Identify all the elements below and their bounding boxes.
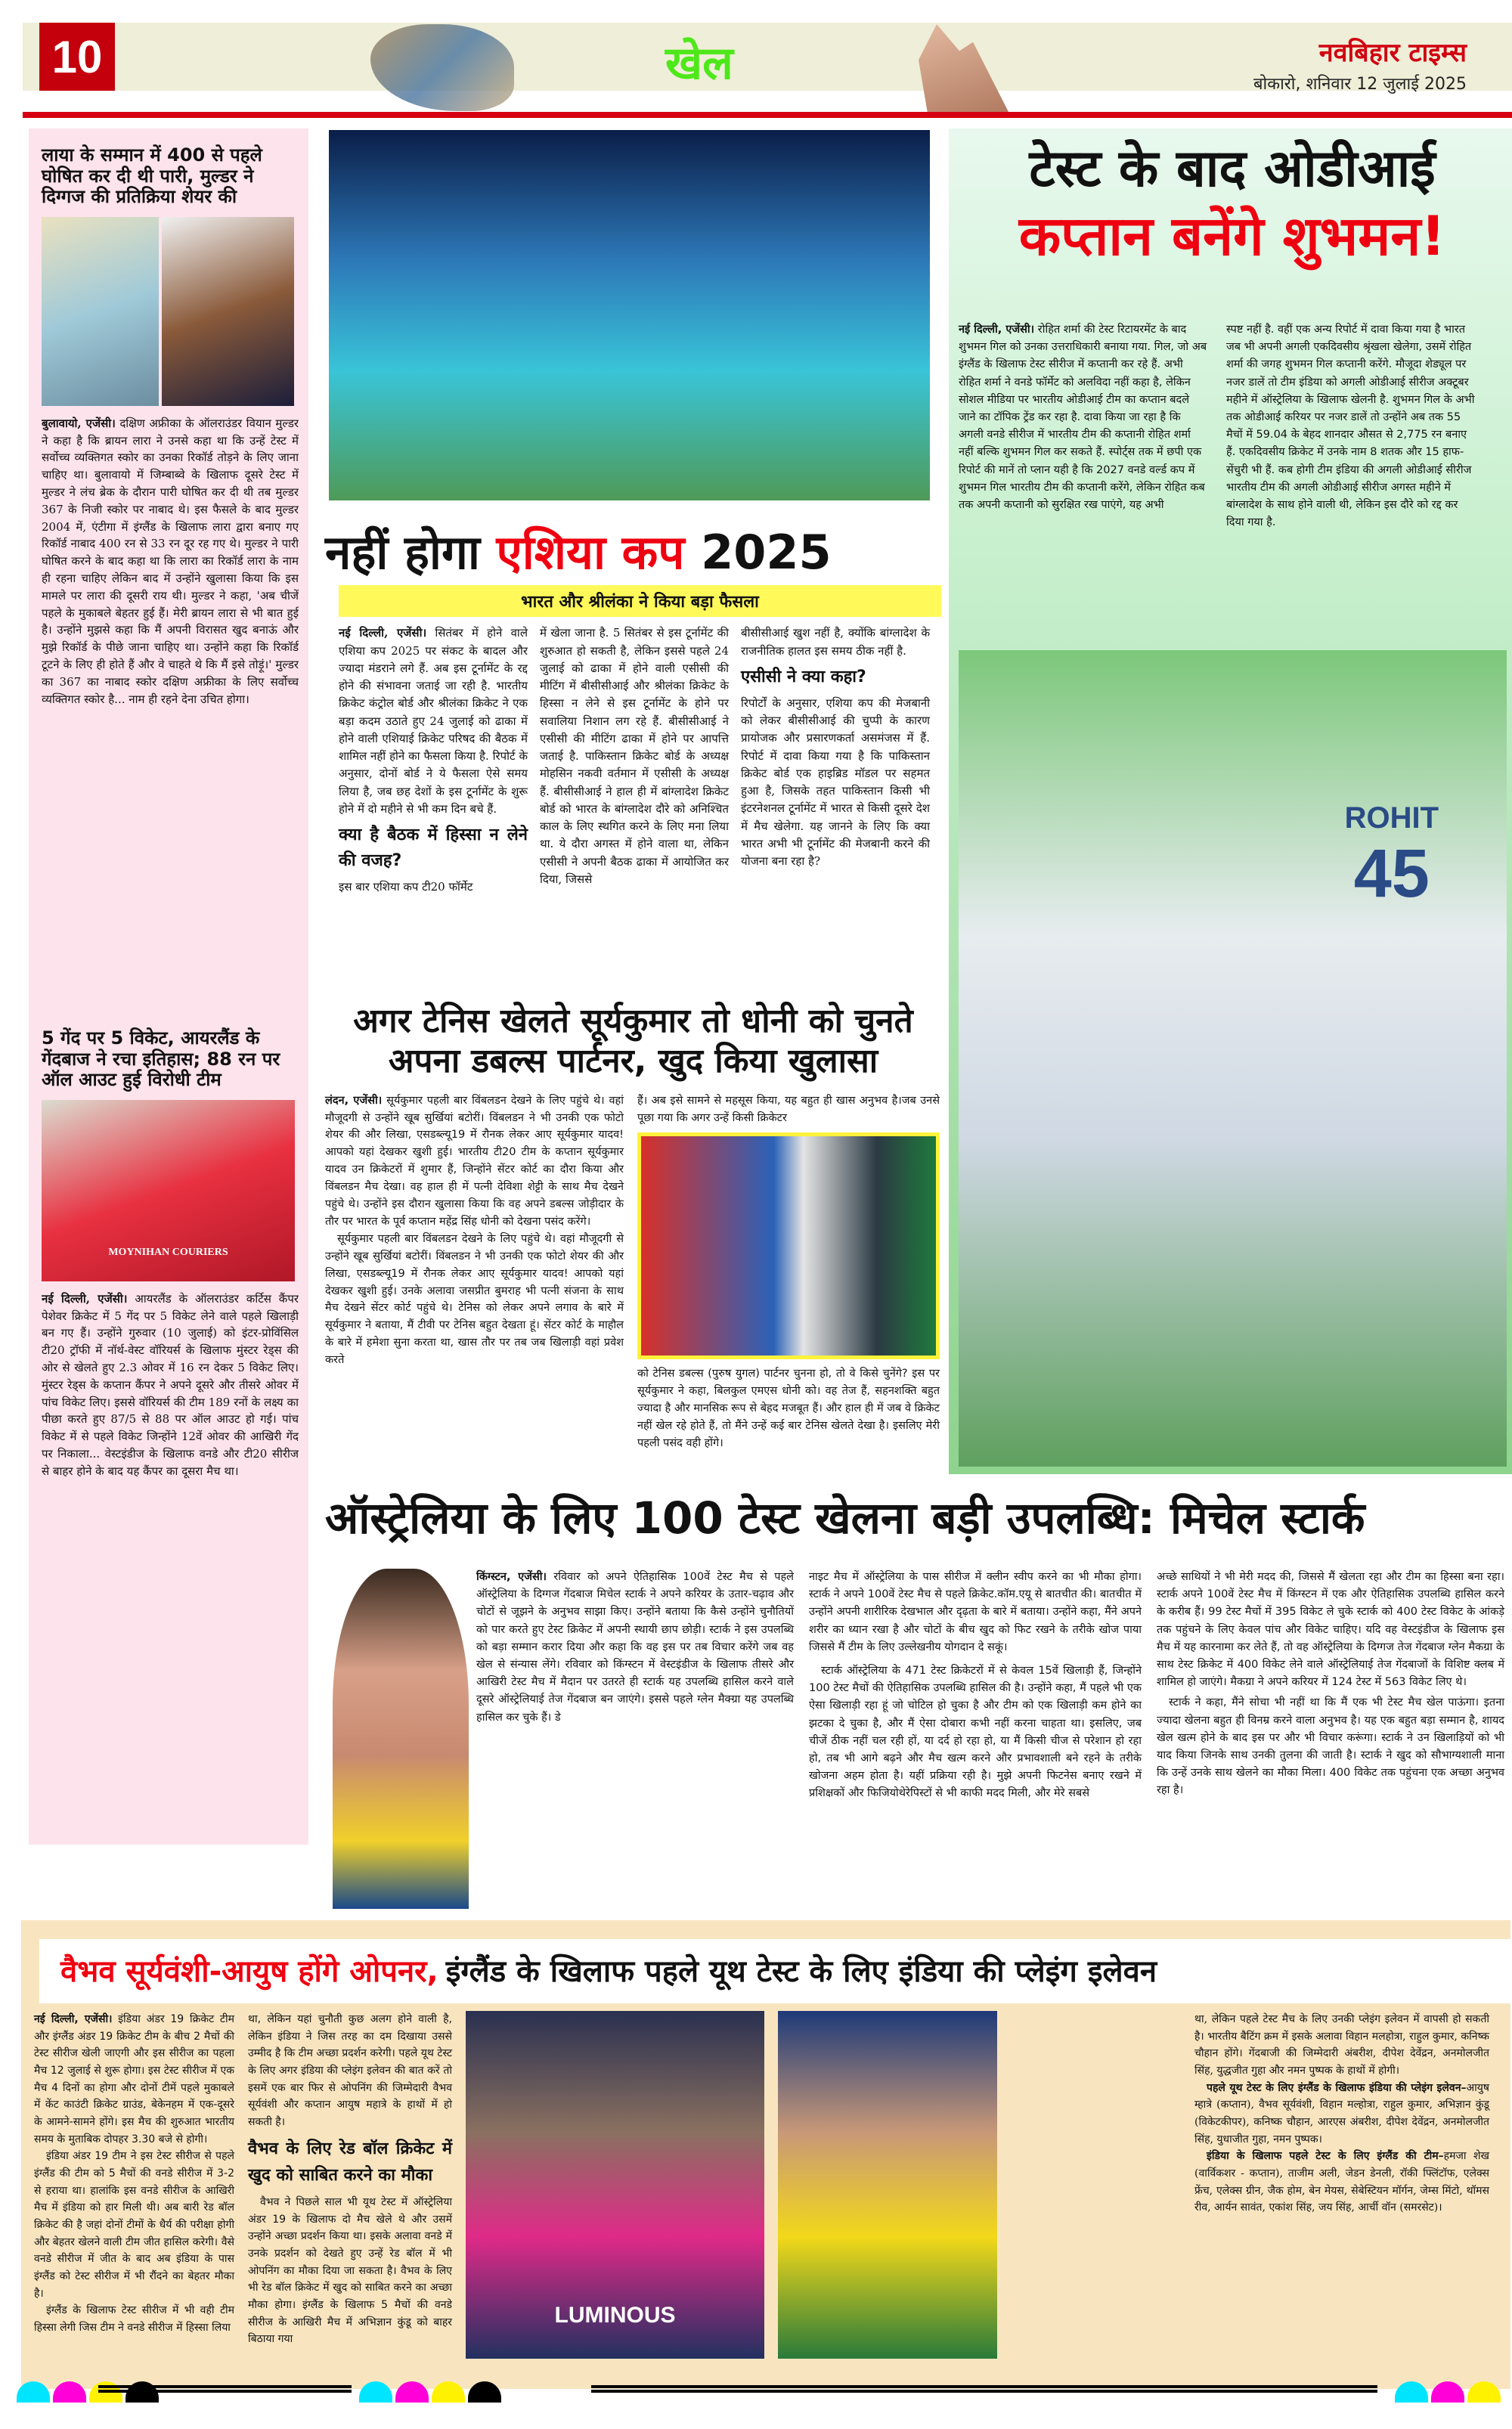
gill-dateline: नई दिल्ली, एजेंसी। <box>959 324 1035 336</box>
asia-cup-col-3 <box>741 624 930 896</box>
asia-cup-columns <box>325 624 941 896</box>
starc-col-2 <box>809 1569 1142 1802</box>
kemper-dateline: नई दिल्ली, एजेंसी। <box>42 1291 128 1306</box>
gill-rohit-photo <box>959 650 1507 1467</box>
india-xi-label: पहले यूथ टेस्ट के लिए इंग्लैंड के खिलाफ इंडिया की प्लेइंग इलेवन– <box>1207 2081 1467 2094</box>
youth-col1b-text: इंडिया अंडर 19 टीम ने इस टेस्ट सीरीज से पहले इंग्लैंड की टीम को 5 मैचों की वनडे सीरीज में 3-2 से हराया था। हालांकि इस वनडे सीरीज के आखिरी मैच में इंडिया को हार मिली थी। अब बारी रेड बॉल क्रिकेट की है जहां दोनों टीमों के धैर्य की परीक्षा होगी और बेहतर खेलने वाली टीम जीत हासिल करेगी। वैसे वनडे सीरीज में जीत के बाद अब इंडिया के पास इंग्लैंड को टेस्ट सीरीज में भी रौंदने का बेहतर मौका है। <box>34 2150 234 2300</box>
mulder-text: दक्षिण अफ्रीका के ऑलराउंडर वियान मुल्डर ने कहा है कि ब्रायन लारा ने उनसे कहा था कि उन्हें टेस्ट में सर्वोच्च व्यक्तिगत स्कोर का उनका रिकॉर्ड तोड़ने के लिए जाना चाहिए था। बुलावायो में जिम्बाब्वे के खिलाफ दूसरे टेस्ट में मुल्डर ने लंच ब्रेक के दौरान पारी घोषित कर दी थी तब मुल्डर 367 के निजी स्कोर पर नाबाद थे। इस फैसले के बाद मुल्डर 2004 में, एंटीगा में इंग्लैंड के खिलाफ लारा द्वारा बनाए गए रिकॉर्ड नाबाद 400 रन से 33 रन दूर रह गए थे। मुल्डर ने पारी घोषित करने के बाद कहा था कि लारा का रिकॉर्ड लारा के नाम ही रहना चाहिए लेकिन बाद में उन्होंने खुलासा किया कि इस मामले पर लारा की दूसरी राय थी। मुल्डर ने कहा, 'अब चीजें पहले के मुकाबले बेहतर हुई हैं। मेरी ब्रायन लारा से भी बात हुई है। उन्होंने मुझसे कहा कि मैं अपनी विरासत खुद बनाऊं और मुझे रिकॉर्ड के पीछे जाना चाहिए था। उन्होंने कहा कि रिकॉर्ड टूटने के लिए ही होते हैं और वे चाहते थे कि मैं इसे तोड़ूं।' मुल्डर का 367 का नाबाद स्कोर दक्षिण अफ्रीका के लिए सर्वोच्च व्यक्तिगत स्कोर है... नाम ही रहने देना उचित होगा। <box>42 416 299 706</box>
youth-dateline: नई दिल्ली, एजेंसी। <box>34 2013 113 2025</box>
youth-col-3 <box>1194 2011 1489 2217</box>
mulder-body <box>42 415 299 997</box>
surya-headline: अगर टेनिस खेलते सूर्यकुमार तो धोनी को चुनते अपना डबल्स पार्टनर, खुद किया खुलासा <box>353 1002 913 1080</box>
mulder-dateline: बुलावायो, एजेंसी। <box>42 416 116 430</box>
footer-rule-left <box>98 2385 352 2393</box>
youth-col1-text: इंडिया अंडर 19 क्रिकेट टीम और इंग्लैंड अंडर 19 क्रिकेट टीम के बीच 2 मैचों की टेस्ट सीरीज खेली जाएगी और इस सीरीज का पहला मैच 12 जुलाई से शुरू होगा। इस टेस्ट सीरीज में एक मैच 4 दिनों का होगा और दोनों टीमें पहले मुकाबले में केंट काउंटी क्रिकेट ग्राउंड, बेकेनहम में एक-दूसरे के आमने-सामने होंगे। इस मैच की शुरुआत भारतीय समय के मुताबिक दोपहर 3.30 बजे से होगी। <box>34 2013 234 2146</box>
starc-col2-text: नाइट मैच में ऑस्ट्रेलिया के पास सीरीज में क्लीन स्वीप करने का भी मौका होगा। स्टार्क ने अपने 100वें टेस्ट मैच से पहले क्रिकेट.कॉम.एयू से बातचीत की। बातचीत में उन्होंने अपनी शारीरिक देखभाल और दृढ़ता के बारे में बताया। उन्होंने कहा, मैंने अपने शरीर का ध्यान रखा है और चोटों के बीच खुद को फिट रखने के तरीके खोज पाया जिससे मैं टीम के लिए उल्लेखनीय योगदान दे सकूं। <box>809 1571 1142 1653</box>
starc-headline: ऑस्ट्रेलिया के लिए 100 टेस्ट खेलना बड़ी उपलब्धि: मिचेल स्टार्क <box>325 1492 1365 1544</box>
cyan-mark-icon <box>17 2381 50 2403</box>
surya-col1b-text: सूर्यकुमार पहली बार विंबलडन देखने के लिए पहुंचे थे। वहां मौजूदगी से उन्होंने खूब सुर्खियां बटोरीं। विंबलडन ने भी उनकी एक फोटो शेयर की और लिखा, एसडब्ल्यू19 में रौनक लेकर आए सूर्यकुमार यादव! आपको यहां देखकर खुशी हुई। उनके अलावा जसप्रीत बुमराह भी पत्नी संजना के साथ मैच देखने सेंटर कोर्ट पहुंचे थे। टेनिस को लेकर अपने लगाव के बारे में सूर्यकुमार ने बताया, मैं टीवी पर टेनिस बहुत देखता हूं। सेंटर कोर्ट के माहौल के बारे में हमेशा सुना करता था, खास तौर पर तब जब खिलाड़ी वहां प्रवेश करते <box>325 1232 624 1367</box>
kemper-body <box>42 1290 299 1820</box>
youth-col-1 <box>34 2011 234 2359</box>
youth-col-2 <box>248 2011 452 2359</box>
kemper-headline: 5 गेंद पर 5 विकेट, आयरलैंड के गेंदबाज ने रचा इतिहास; 88 रन पर ऑल आउट हुई विरोधी टीम <box>42 1027 280 1091</box>
newspaper-brand <box>1253 34 1467 94</box>
youth-col2-text: था, लेकिन यहां चुनौती कुछ अलग होने वाली है, लेकिन इंडिया ने जिस तरह का दम दिखाया उससे उम्मीद है कि टीम अच्छा प्रदर्शन करेगी। पहले यूथ टेस्ट के लिए अगर इंडिया की प्लेइंग इलेवन की बात करें तो इसमें एक बार फिर से ओपनिंग की जिम्मेदारी वैभव सूर्यवंशी और कप्तान आयुष महात्रे के हाथों में हो सकती है। <box>248 2013 452 2129</box>
youth-col3-text: था, लेकिन पहले टेस्ट मैच के लिए उनकी प्लेइंग इलेवन में वापसी हो सकती है। भारतीय बैटिंग क्रम में इसके अलावा विहान मलहोत्रा, राहुल कुमार, कनिष्क चौहान होंगे। गेंदबाजी की जिम्मेदारी अंबरीश, दीपेश देवेंद्रन, अनमोलजीत सिंह, युद्धजीत गुहा और नमन पुष्पक के हाथों में होगी। <box>1194 2013 1489 2077</box>
masthead-divider <box>23 112 1512 118</box>
india-xi-list: आयुष म्हात्रे (कप्तान), वैभव सूर्यवंशी, विहान मल्होत्रा, राहुल कुमार, अभिज्ञान कुंडू (विकेटकीपर), कनिष्क चौहान, आरएस अंबरीश, दीपेश देवेंद्रन, अनमोलजीत सिंह, युधाजीत गुहा, नमन पुष्पक। <box>1194 2081 1489 2146</box>
kemper-photo <box>42 1100 295 1281</box>
surya-dhoni-photo <box>637 1132 940 1359</box>
asia-cup-dateline: नई दिल्ली, एजेंसी। <box>339 626 427 640</box>
jersey-sponsor-text: LUMINOUS <box>554 2303 676 2328</box>
asia-cup-col1-text: सितंबर में होने वाले एशिया कप 2025 पर संकट के बादल और ज्यादा मंडराने लगे हैं. अब इस टूर्नामेंट के रद्द होने की संभावना जताई जा रही है. भारतीय क्रिकेट कंट्रोल बोर्ड और श्रीलंका क्रिकेट ने एक बड़ा कदम उठाते हुए 24 जुलाई को ढाका में होने वाली एशियाई क्रिकेट परिषद की बैठक में शामिल नहीं होने का फैसला किया है. रिपोर्ट के अनुसार, दोनों बोर्ड ने ये फैसला ऐसे समय लिया है, जब छह देशों के इस टूर्नामेंट के शुरू होने में दो महीने से भी कम दिन बचे हैं. <box>339 626 528 816</box>
starc-col3b-text: स्टार्क ने कहा, मैंने सोचा भी नहीं था कि मैं एक भी टेस्ट मैच खेल पाऊंगा। इतना ज्यादा खेलना बहुत ही विनम्र करने वाला अनुभव है। यह एक बहुत बड़ा सम्मान है, शायद खेल खत्म होने के बाद इस पर और भी विचार करूंगा। स्टार्क ने उन खिलाड़ियों को भी याद किया जिनके साथ उनकी तुलना की जाती है। स्टार्क ने खुद को सौभाग्यशाली माना कि उन्हें उनके साथ खेलने का मौका मिला। 400 विकेट तक पहुंचना एक अच्छा अनुभव रहा है। <box>1157 1696 1504 1797</box>
youth-headline <box>39 1939 1512 2003</box>
kemper-story <box>42 1028 299 1820</box>
lara-photo <box>162 217 294 406</box>
page-number: 10 <box>39 23 115 91</box>
asia-cup-headline <box>325 525 941 579</box>
vaibhav-photo <box>466 2011 764 2359</box>
india-team-photo <box>329 130 930 500</box>
asia-cup-subhead-2: एसीसी ने क्या कहा? <box>741 667 866 686</box>
surya-col-2 <box>637 1092 940 1452</box>
starc-story <box>325 1493 1508 1544</box>
footer-rule-right <box>591 2385 1377 2393</box>
cyan-mark-icon <box>1395 2381 1428 2403</box>
gill-col-2: स्पष्ट नहीं है. वहीं एक अन्य रिपोर्ट में दावा किया गया है भारत जब भी अपनी अगली एकदिवसीय श्रृंखला खेलेगा, उसमें रोहित शर्मा की जगह शुभमन गिल कप्तानी करेंगे. मौजूदा शेड्यूल पर नजर डालें तो टीम इंडिया को अगली ओडीआई सीरीज अक्टूबर महीने में ऑस्ट्रेलिया के खिलाफ खेलनी है. शुभमन गिल के अभी तक ओडीआई करियर पर नजर डालें तो उन्होंने अब तक 55 मैचों में 59.04 के बेहद शानदार औसत से 2,775 रन बनाए हैं. एकदिवसीय क्रिकेट में उनके नाम 8 शतक और 15 हाफ-सेंचुरी भी हैं. कब होगी टीम इंडिया की अगली ओडीआई सीरीज भारतीय टीम की अगली ओडीआई सीरीज अगस्त महीने में बांग्लादेश के साथ होने वाली थी, लेकिन इस दौरे को रद्द कर दिया गया है. <box>1226 324 1475 529</box>
surya-col-1 <box>325 1092 624 1452</box>
gill-columns <box>959 321 1503 531</box>
surya-story <box>325 1002 941 1452</box>
magenta-mark-icon <box>1431 2381 1464 2403</box>
mulder-photo <box>42 217 159 406</box>
yellow-mark-icon <box>432 2381 465 2403</box>
gill-headline-line-2: कप्तान बनेंगे शुभमन! <box>1018 204 1446 268</box>
starc-photo <box>333 1569 469 1909</box>
youth-col2b-text: वैभव ने पिछले साल भी यूथ टेस्ट में ऑस्ट्रेलिया अंडर 19 के खिलाफ दो मैच खेले थे और उसमें उन्होंने अच्छा प्रदर्शन किया था। इसके अलावा वनडे में उनके प्रदर्शन को देखते हुए उन्हें रेड बॉल में भी ओपनिंग का मौका दिया जा सकता है। वैभव के लिए भी रेड बॉल क्रिकेट में खुद को साबित करने का अच्छा मौका होगा। इंग्लैंड के खिलाफ 5 मैचों की वनडे सीरीज के आखिरी मैच में अभिज्ञान कुंडू को बाहर बिठाया गया <box>248 2195 452 2346</box>
kemper-text: आयरलैंड के ऑलराउंडर कर्टिस कैंपर पेशेवर क्रिकेट में 5 गेंद पर 5 विकेट लेने वाले पहले खिलाड़ी बन गए हैं। उन्होंने गुरुवार (10 जुलाई) को इंटर-प्रोविंसिल टी20 ट्रॉफी में नॉर्थ-वेस्ट वॉरियर्स के खिलाफ मुंस्टर रेड्स की ओर से खेलते हुए 2.3 ओवर में 16 रन देकर 5 विकेट लिए। मुंस्टर रेड्स के कप्तान कैंपर ने अपने दूसरे और तीसरे ओवर में पांच विकेट लिए। इससे वॉरियर्स की टीम 189 रनों के लक्ष्य का पीछा करते हुए 87/5 से 88 पर ऑल आउट हो गई। पांच विकेट में से पहले विकेट जिन्होंने 12वें ओवर की आखिरी गेंद पर निकाला... वेस्टइंडीज के खिलाफ वनडे और टी20 सीरीज से बाहर होने के बाद यह कैंपर का दूसरा मैच था। <box>42 1291 299 1478</box>
state-map-collage-icon <box>370 24 514 111</box>
asia-cup-col3b-text: रिपोर्टों के अनुसार, एशिया कप की मेजबानी को लेकर बीसीसीआई की चुप्पी के कारण प्रायोजक और प्रसारणकर्ता असमंजस में हैं. रिपोर्ट में दावा किया गया है कि पाकिस्तान क्रिकेट बोर्ड एक हाइब्रिड मॉडल पर सहमत हुआ है, जिसके तहत पाकिस्तान किसी भी इंटरनेशनल टूर्नामेंट में भारत से किसी दूसरे देश में मैच खेलेगा. यह जानने के लिए कि क्या भारत अभी भी टूर्नामेंट की मेजबानी करने की योजना बना रहा है? <box>741 696 930 869</box>
asia-cup-subhead-1: क्या है बैठक में हिस्सा न लेने की वजह? <box>339 826 528 871</box>
starc-col1-text: रविवार को अपने ऐतिहासिक 100वें टेस्ट मैच से पहले ऑस्ट्रेलिया के दिग्गज गेंदबाज मिचेल स्टार्क ने अपने करियर के उतार-चढ़ाव और चोटों से जूझने के अनुभव साझा किए। उन्होंने बताया कि कैसे उन्होंने चुनौतियों को पार करते हुए टेस्ट क्रिकेट में अपनी स्थायी छाप छोड़ी। स्टार्क ने इस उपलब्धि को बड़ा सम्मान करार दिया और कहा कि वह इस पर तब विचार करेंगे जब वह खेल से संन्यास लेंगे। रविवार को किंग्स्टन में वेस्टइंडीज के खिलाफ तीसरे और आखिरी टेस्ट मैच में मैदान पर उतरते ही स्टार्क यह उपलब्धि हासिल करने वाले दूसरे ऑस्ट्रेलियाई तेज गेंदबाज बन जाएंगे। इससे पहले ग्लेन मैक्ग्रा यह उपलब्धि हासिल कर चुके हैं। डे <box>476 1571 795 1724</box>
gill-col-1 <box>959 321 1208 531</box>
youth-headline-red: वैभव सूर्यवंशी-आयुष होंगे ओपनर, <box>60 1953 438 1989</box>
yellow-mark-icon <box>1467 2381 1501 2403</box>
ayush-photo <box>778 2011 997 2359</box>
youth-col1c-text: इंग्लैंड के खिलाफ टेस्ट सीरीज में भी वही टीम हिस्सा लेगी जिस टीम ने वनडे सीरीज में हिस्सा लिया <box>34 2304 234 2335</box>
mulder-story <box>42 145 299 997</box>
brand-name: नवबिहार टाइम्स <box>1318 38 1467 68</box>
asia-cup-story <box>325 525 941 896</box>
starc-col3-text: अच्छे साथियों ने भी मेरी मदद की, जिससे मैं खेलता रहा और टीम का हिस्सा बना रहा। स्टार्क अपने 100वें टेस्ट मैच में किंग्स्टन में एक और ऐतिहासिक उपलब्धि हासिल करने के करीब हैं। 99 टेस्ट मैचों में 395 विकेट ले चुके स्टार्क को 400 टेस्ट विकेट के आंकड़े तक पहुंचने के लिए केवल पांच और विकेट चाहिए। यदि वह वेस्टइंडीज के खिलाफ इस मैच में यह कारनामा कर लेते हैं, तो वह ऑस्ट्रेलिया के दिग्गज तेज गेंदबाज ग्लेन मैकग्रा के साथ टेस्ट क्रिकेट में 400 विकेट लेने वाले ऑस्ट्रेलियाई तेज गेंदबाजों के विशिष्ट क्लब में शामिल हो जाएंगे। मैकग्रा ने अपने करियर में 124 टेस्ट में 563 विकेट लिए थे। <box>1157 1571 1504 1689</box>
magenta-mark-icon <box>53 2381 86 2403</box>
jersey-name: ROHIT <box>1344 801 1439 835</box>
surya-dateline: लंदन, एजेंसी। <box>325 1094 383 1107</box>
starc-col2b-text: स्टार्क ऑस्ट्रेलिया के 471 टेस्ट क्रिकेटरों में से केवल 15वें खिलाड़ी हैं, जिन्होंने 100 टेस्ट मैचों की ऐतिहासिक उपलब्धि हासिल की है। उन्होंने कहा, मैं पहले भी एक ऐसा खिलाड़ी रहा हूं जो चोटिल हो चुका है और टीम को एक खिलाड़ी कम होने का झटका दे चुका है, और मैं ऐसा दोबारा कभी नहीं करना चाहता था। इसलिए, जब चीजें ठीक नहीं चल रही हों, या दर्द हो रहा हो, या मैं किसी चीज से परेशान हो रहा हो, तब भी आगे बढ़ने और मैच खत्म करने और प्रभावशाली बने रहने के तरीके खोजना अहम होता है। यहीं प्रक्रिया रही है। मुझे अपनी फिटनेस बनाए रखने में प्रशिक्षकों और फिजियोथेरेपिस्टों से भी काफी मदद मिली, और मेरे सबसे <box>809 1664 1142 1800</box>
headline-part-1: नहीं होगा <box>325 525 480 580</box>
youth-columns <box>34 2011 1206 2359</box>
surya-columns <box>325 1092 941 1452</box>
surya-col2b-text: को टेनिस डबल्स (पुरुष युगल) पार्टनर चुनना हो, तो वे किसे चुनेंगे? इस पर सूर्यकुमार ने कहा, बिलकुल एमएस धोनी को। वह तेज हैं, सहनशक्ति बहुत ज्यादा है और मानसिक रूप से बेहद मजबूत हैं। और हाल ही में जब वे क्रिकेट नहीं खेल रहे होते हैं, तो मैंने उन्हें कई बार टेनिस खेलते देखा है। इसलिए मेरी पहली पसंद वही होंगे। <box>637 1368 940 1450</box>
england-team-label: इंडिया के खिलाफ पहले टेस्ट के लिए इंग्लैंड की टीम– <box>1207 2150 1444 2163</box>
gill-headline-line-1: टेस्ट के बाद ओडीआई <box>1029 139 1436 199</box>
starc-col-3 <box>1157 1569 1504 1802</box>
england-team-list: हमजा शेख (वार्विकशर - कप्तान), ताजीम अली, जेडन डेनली, रॉकी फ्लिंटॉफ, एलेक्स फ्रेंच, एलेक्स ग्रीन, जैक होम, बेन मेयस, सेबेस्टियन मॉर्गन, जेम्स मिंटो, थॉमस रीव, आर्यन सावंत, एकांश सिंह, जय सिंह, आर्ची वॉन (समरसेट)। <box>1194 2150 1489 2214</box>
magenta-mark-icon <box>395 2381 429 2403</box>
jersey-number: 45 <box>1353 836 1430 912</box>
rohit-jersey-text <box>1345 801 1439 913</box>
surya-col2a-text: हैं। अब इसे सामने से महसूस किया, यह बहुत ही खास अनुभव है।जब उनसे पूछा गया कि अगर उन्हें किसी क्रिकेटर <box>637 1094 940 1124</box>
asia-cup-subhead: भारत और श्रीलंका ने किया बड़ा फैसला <box>339 585 941 617</box>
asia-cup-col3-text: बीसीसीआई खुश नहीं है, क्योंकि बांग्लादेश के राजनीतिक हालत इस समय ठीक नहीं है. <box>741 626 930 658</box>
cmyk-marks-right <box>1395 2381 1504 2406</box>
cyan-mark-icon <box>359 2381 392 2403</box>
gill-col1-text: रोहित शर्मा की टेस्ट रिटायरमेंट के बाद शुभमन गिल को उनका उत्तराधिकारी बनाया गया. गिल, जो अब इंग्लैंड के खिलाफ टेस्ट सीरीज में कप्तानी कर रहे हैं. अभी रोहित शर्मा ने वनडे फॉर्मेट को अलविदा नहीं कहा है, लेकिन सोशल मीडिया पर भारतीय ओडीआई टीम का कप्तान बदले जाने का टॉपिक ट्रेंड कर रहा है. दावा किया जा रहा है कि अगली वनडे सीरीज में भारतीय टीम की कप्तानी रोहित शर्मा नहीं बल्कि शुभमन गिल कर सकते हैं. स्पोर्ट्स तक में छपी एक रिपोर्ट की मानें तो प्लान यही है कि 2027 वनडे वर्ल्ड कप में शुभमन गिल भारतीय टीम की कप्तानी करेंगे, लेकिन रोहित कब तक अपनी कप्तानी को सुरक्षित रख पाएंगे, यह अभी <box>959 324 1207 511</box>
asia-cup-col1b-text: इस बार एशिया कप टी20 फॉर्मेट <box>339 880 473 894</box>
black-mark-icon <box>468 2381 501 2403</box>
headline-red-part: एशिया कप <box>496 525 685 580</box>
gill-headline <box>960 140 1504 268</box>
youth-headline-black: इंग्लैंड के खिलाफ पहले यूथ टेस्ट के लिए इंडिया की प्लेइंग इलेवन <box>445 1953 1157 1989</box>
dateline: बोकारो, शनिवार 12 जुलाई 2025 <box>1253 75 1467 94</box>
starc-columns <box>476 1569 1504 1802</box>
starc-dateline: किंग्स्टन, एजेंसी। <box>476 1571 547 1583</box>
starc-col-1 <box>476 1569 794 1802</box>
asia-cup-col-2: में खेला जाना है. 5 सितंबर से इस टूर्नामेंट की शुरुआत हो सकती है, लेकिन इससे पहले 24 जुलाई को ढाका में होने वाली एसीसी की मीटिंग में बीसीसीआई और श्रीलंका क्रिकेट के हिस्सा न लेने से इस टूर्नामेंट के होने पर सवालिया निशान लग रहे हैं. बीसीसीआई ने एसीसी की मीटिंग ढाका में होने पर आपत्ति जताई है. पाकिस्तान क्रिकेट बोर्ड के अध्यक्ष मोहसिन नकवी वर्तमान में एसीसी के अध्यक्ष हैं. बीसीसीआई ने हाल ही में बांग्लादेश क्रिकेट बोर्ड को भारत के बांग्लादेश दौरे को अनिश्चित काल के लिए स्थगित करने के लिए मना लिया था. ये दौरा अगस्त में होने वाला था, लेकिन एसीसी ने अपनी बैठक ढाका में आयोजित कर दिया, जिससे <box>540 626 729 886</box>
section-title: खेल <box>665 37 733 90</box>
headline-part-2: 2025 <box>701 525 832 580</box>
jersey-sponsor-text: MOYNIHAN COURIERS <box>108 1246 228 1258</box>
youth-subhead: वैभव के लिए रेड बॉल क्रिकेट में खुद को साबित करने का मौका <box>248 2139 452 2186</box>
asia-cup-col-1 <box>339 624 528 896</box>
surya-col1-text: सूर्यकुमार पहली बार विंबलडन देखने के लिए पहुंचे थे। वहां मौजूदगी से उन्होंने खूब सुर्खियां बटोरीं। विंबलडन ने भी उनकी एक फोटो शेयर की और लिखा, एसडब्ल्यू19 में रौनक लेकर आए सूर्यकुमार यादव! आपको यहां देखकर खुशी हुई। भारतीय टी20 टीम के कप्तान सूर्यकुमार यादव उन क्रिकेटरों में शुमार हैं, जिन्होंने सेंटर कोर्ट का दौरा किया और विंबलडन मैच देखा। वह हाल ही में पत्नी देविशा शेट्टी के साथ मैच देखने पहुंचे थे। उन्होंने इस दौरान खुलासा किया कि वह अपने डबल्स जोड़ीदार के तौर पर भारत के पूर्व कप्तान महेंद्र सिंह धोनी को देखना पसंद करेंगे। <box>325 1094 624 1228</box>
mulder-headline: लाया के सम्मान में 400 से पहले घोषित कर दी थी पारी, मुल्डर ने दिग्गज की प्रतिक्रिया शेयर की <box>42 144 262 208</box>
cmyk-marks-middle <box>359 2381 504 2406</box>
